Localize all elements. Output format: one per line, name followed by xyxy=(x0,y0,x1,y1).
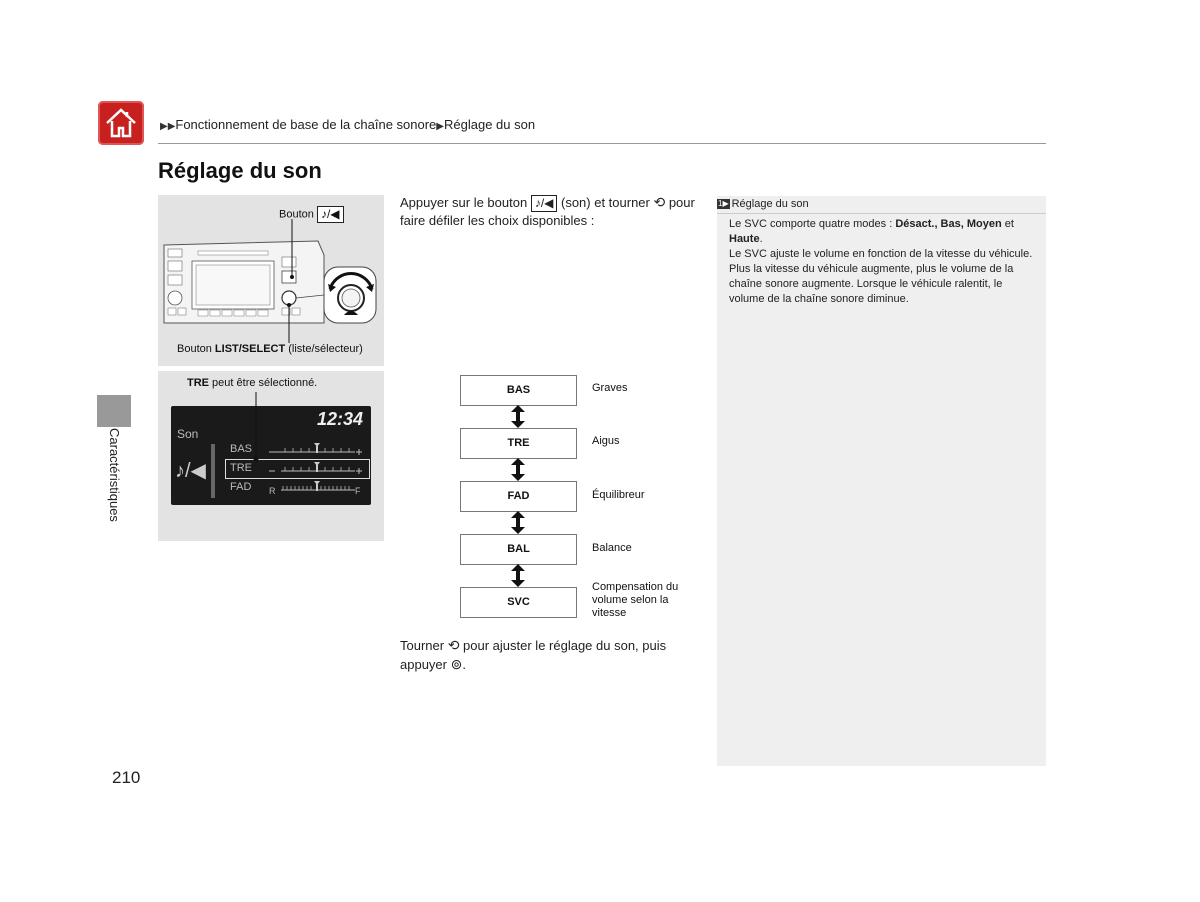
double-arrow-icon xyxy=(508,563,528,588)
audio-unit-figure xyxy=(158,195,384,366)
note-paragraph-2: Le SVC ajuste le volume en fonction de la vitesse du véhicule. Plus la vitesse du véhicule augmente, plus le volume de la chaîne sonore augmente. Lorsque le véhicule ralentit, le volume de la chaîne sonore diminue. xyxy=(729,248,1033,305)
page-number: 210 xyxy=(112,768,141,787)
svg-text:R: R xyxy=(269,486,276,496)
breadcrumb-item-1[interactable]: Fonctionnement de base de la chaîne sonore xyxy=(175,117,437,132)
mode-desc-bas: Graves xyxy=(592,382,628,394)
sound-button-icon: ♪/◀ xyxy=(317,206,344,223)
display-heading: Son xyxy=(177,427,199,441)
header-divider xyxy=(158,143,1046,144)
outro-text: Tourner ⟲ pour ajuster le réglage du son, puis appuyer ⊚. xyxy=(400,637,667,672)
breadcrumb-item-2[interactable]: Réglage du son xyxy=(444,117,536,132)
breadcrumb xyxy=(160,117,535,132)
section-label: Caractéristiques xyxy=(107,428,122,522)
audio-unit-drawing xyxy=(158,195,384,366)
svg-text:F: F xyxy=(355,486,361,496)
breadcrumb-arrow-icon: ▶ xyxy=(436,121,444,132)
mode-box-svc: SVC xyxy=(460,587,577,618)
note-marker-icon: 1▶ xyxy=(718,199,729,209)
mode-box-tre: TRE xyxy=(460,428,577,459)
display-row-bas: BAS xyxy=(230,443,253,455)
list-select-label: Bouton LIST/SELECT (liste/sélecteur) xyxy=(177,343,363,355)
sound-button-label: Bouton ♪/◀ xyxy=(279,206,344,223)
double-arrow-icon xyxy=(508,404,528,429)
press-knob-icon: ⊚ xyxy=(450,656,463,672)
section-tab[interactable] xyxy=(97,395,131,427)
side-note xyxy=(717,196,1046,766)
mode-desc-fad: Équilibreur xyxy=(592,489,645,501)
display-row-fad: FAD xyxy=(230,481,252,493)
note-heading: 1▶ Réglage du son xyxy=(717,196,1046,214)
mode-box-fad: FAD xyxy=(460,481,577,512)
sound-button-icon: ♪/◀ xyxy=(531,195,558,212)
mode-desc-bal: Balance xyxy=(592,542,632,554)
clock-text: 12:34 xyxy=(317,409,364,429)
display-row-tre: TRE xyxy=(230,462,252,474)
house-icon xyxy=(104,106,138,140)
sound-screen-figure xyxy=(158,371,384,541)
page-title: Réglage du son xyxy=(158,158,322,183)
sound-mode-icon: ♪/◀ xyxy=(175,460,206,482)
figure-caption: TRE peut être sélectionné. xyxy=(187,377,318,389)
rotate-knob-icon: ⟲ xyxy=(653,194,666,210)
home-icon[interactable] xyxy=(98,101,144,145)
breadcrumb-arrow-icon: ▶▶ xyxy=(160,121,176,132)
mode-desc-tre: Aigus xyxy=(592,435,620,447)
intro-text: Appuyer sur le bouton ♪/◀ (son) et tourner ⟲ pour faire défiler les choix disponibles : xyxy=(400,194,695,228)
rotate-knob-icon: ⟲ xyxy=(447,637,460,653)
double-arrow-icon xyxy=(508,457,528,482)
caption-leader-line xyxy=(158,371,384,541)
mode-desc-svc: Compensation du volume selon la vitesse xyxy=(592,581,679,619)
mode-box-bal: BAL xyxy=(460,534,577,565)
note-body xyxy=(729,217,1037,307)
mode-box-bas: BAS xyxy=(460,375,577,406)
double-arrow-icon xyxy=(508,510,528,535)
note-paragraph-1: Le SVC comporte quatre modes : Désact., Bas, Moyen et Haute. xyxy=(729,218,1014,245)
